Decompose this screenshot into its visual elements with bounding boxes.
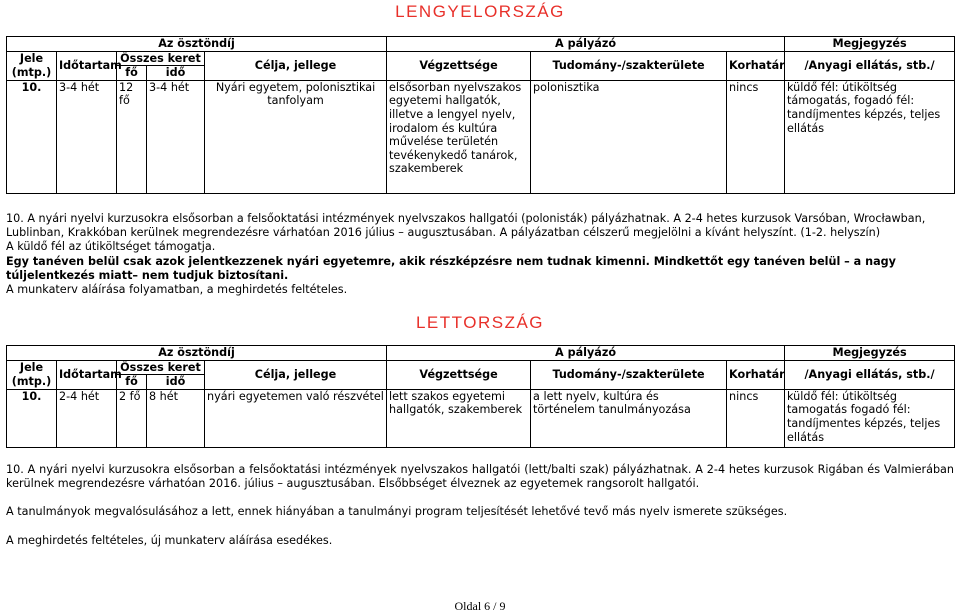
cell-tudomany: polonisztika bbox=[531, 80, 727, 193]
header-osszes-keret: Összes keret bbox=[117, 360, 205, 375]
cell-ido: 3-4 hét bbox=[147, 80, 205, 193]
header-celja: Célja, jellege bbox=[205, 360, 387, 389]
header-jele: Jele (mtp.) bbox=[7, 360, 57, 389]
header-osszes-keret: Összes keret bbox=[117, 51, 205, 66]
header-anyagi: /Anyagi ellátás, stb./ bbox=[785, 51, 955, 80]
note-paragraph: A küldő fél az útiköltséget támogatja. bbox=[6, 240, 216, 254]
header-group-megjegyzes: Megjegyzés bbox=[785, 37, 955, 52]
note-paragraph: 10. A nyári nyelvi kurzusokra elsősorban a felsőoktatási intézmények nyelvszakos hallgatói (lett/balti szak) pályázhatnak. A 2-4 hetes kurzusok Rigában és Valmierában kerülnek megrendezésre várhatóan 2016. július – augusztusában. Elsőbbséget élveznek az egyetemek rangsorolt hallgatói. bbox=[6, 463, 954, 491]
header-tudomany: Tudomány-/szakterülete bbox=[531, 360, 727, 389]
header-ido: idő bbox=[147, 66, 205, 81]
header-ido: idő bbox=[147, 375, 205, 390]
notes-latvia bbox=[6, 463, 954, 548]
table-row bbox=[7, 389, 955, 447]
header-tudomany: Tudomány-/szakterülete bbox=[531, 51, 727, 80]
header-group-palyazo: A pályázó bbox=[387, 346, 785, 361]
cell-vegzettsege: elsősorban nyelvszakos egyetemi hallgatók, illetve a lengyel nyelv, irodalom és kultúra művelése területén tevékenykedő tanárok, szakemberek bbox=[387, 80, 531, 193]
header-celja: Célja, jellege bbox=[205, 51, 387, 80]
notes-poland bbox=[6, 212, 954, 297]
header-anyagi: /Anyagi ellátás, stb./ bbox=[785, 360, 955, 389]
note-paragraph: A tanulmányok megvalósulásához a lett, ennek hiányában a tanulmányi program teljesítését lehetővé tevő más nyelv ismerete szükséges. bbox=[6, 505, 788, 519]
cell-idotartam: 2-4 hét bbox=[57, 389, 117, 447]
cell-jele: 10. bbox=[7, 389, 57, 447]
header-vegzettsege: Végzettsége bbox=[387, 360, 531, 389]
note-paragraph-bold: Egy tanéven belül csak azok jelentkezzenek nyári egyetemre, akik részképzésre nem tudnak kimenni. Mindkettőt egy tanéven belül – a nagy túljelentkezés miatt– nem tudjuk biztosítani. bbox=[6, 254, 896, 282]
note-paragraph: A meghirdetés feltételes, új munkaterv aláírása esedékes. bbox=[6, 533, 333, 547]
country-title-latvia: LETTORSZÁG bbox=[415, 313, 545, 332]
table-row bbox=[7, 80, 955, 193]
cell-fo: 2 fő bbox=[117, 389, 147, 447]
cell-celja: Nyári egyetem, polonisztikai tanfolyam bbox=[205, 80, 387, 193]
header-fo: fő bbox=[117, 375, 147, 390]
header-korhatar: Korhatár bbox=[727, 51, 785, 80]
cell-celja: nyári egyetemen való részvétel bbox=[205, 389, 387, 447]
page-number: Oldal 6 / 9 bbox=[454, 599, 506, 613]
note-paragraph: A munkaterv aláírása folyamatban, a meghirdetés feltételes. bbox=[6, 283, 348, 297]
header-fo: fő bbox=[117, 66, 147, 81]
cell-idotartam: 3-4 hét bbox=[57, 80, 117, 193]
cell-jele: 10. bbox=[7, 80, 57, 193]
cell-korhatar: nincs bbox=[727, 80, 785, 193]
header-idotartam: Időtartam bbox=[57, 360, 117, 389]
header-korhatar: Korhatár bbox=[727, 360, 785, 389]
header-vegzettsege: Végzettsége bbox=[387, 51, 531, 80]
cell-fo: 12 fő bbox=[117, 80, 147, 193]
header-group-palyazo: A pályázó bbox=[387, 37, 785, 52]
header-group-megjegyzes: Megjegyzés bbox=[785, 346, 955, 361]
cell-ido: 8 hét bbox=[147, 389, 205, 447]
cell-megjegyzes: küldő fél: útiköltség támogatás, fogadó fél: tandíjmentes képzés, teljes ellátás bbox=[785, 80, 955, 193]
cell-tudomany: a lett nyelv, kultúra és történelem tanulmányozása bbox=[531, 389, 727, 447]
grant-table-latvia bbox=[6, 345, 955, 448]
cell-korhatar: nincs bbox=[727, 389, 785, 447]
header-group-osztondij: Az ösztöndíj bbox=[7, 346, 387, 361]
note-paragraph: 10. A nyári nyelvi kurzusokra elsősorban a felsőoktatási intézmények nyelvszakos hallgatói (polonisták) pályázhatnak. A 2-4 hetes kurzusok Varsóban, Wrocławban, Lublinban, Krakkóban kerülnek megrendezésre várhatóan 2016 július – augusztusában. A pályázatban célszerű megjelölni a kívánt helyszínt. (1-2. helyszín) bbox=[6, 212, 926, 240]
cell-vegzettsege: lett szakos egyetemi hallgatók, szakemberek bbox=[387, 389, 531, 447]
grant-table-poland bbox=[6, 36, 955, 194]
header-jele: Jele (mtp.) bbox=[7, 51, 57, 80]
country-title-poland: LENGYELORSZÁG bbox=[395, 2, 565, 21]
header-group-osztondij: Az ösztöndíj bbox=[7, 37, 387, 52]
header-idotartam: Időtartam bbox=[57, 51, 117, 80]
cell-megjegyzes: küldő fél: útiköltség tamogatás fogadó fél: tandíjmentes képzés, teljes ellátás bbox=[785, 389, 955, 447]
